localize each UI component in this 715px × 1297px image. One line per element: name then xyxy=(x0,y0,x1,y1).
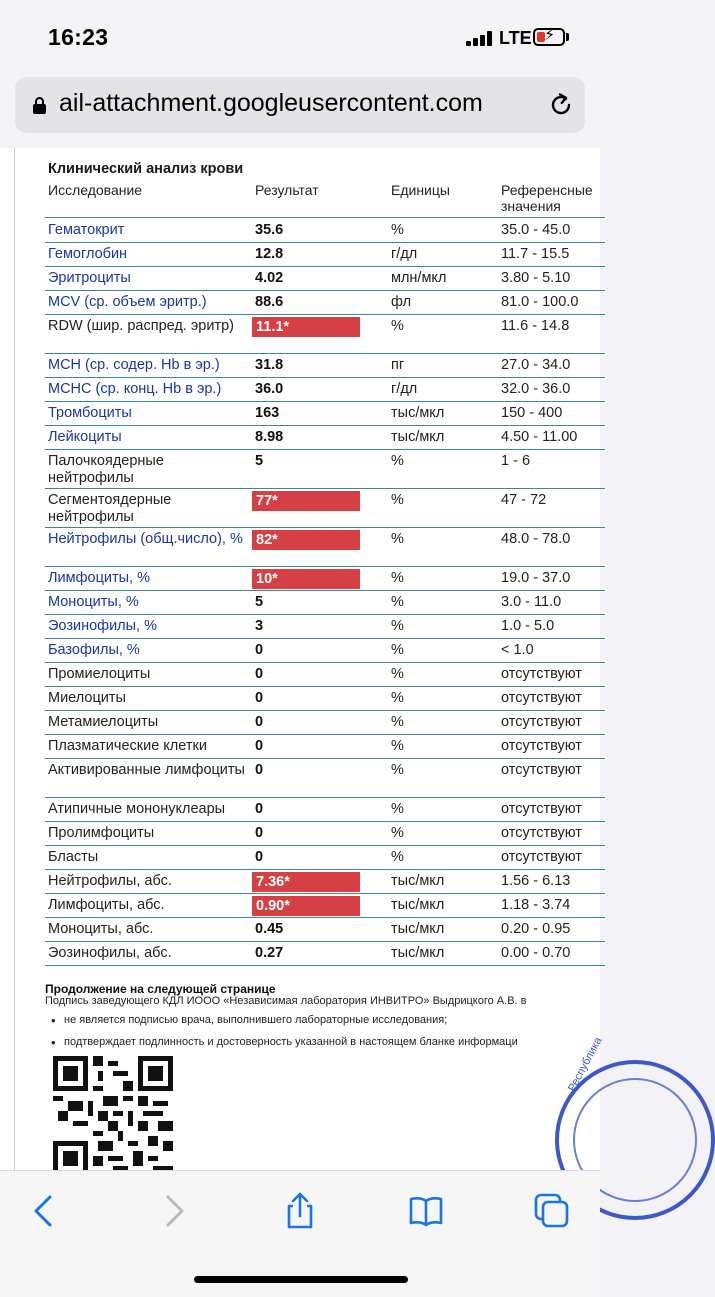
reference-range: отсутствуют xyxy=(501,738,582,754)
test-unit: % xyxy=(391,801,404,817)
battery-icon: ⚡ xyxy=(533,28,565,46)
test-unit: % xyxy=(391,492,404,508)
test-unit: % xyxy=(391,642,404,658)
home-indicator[interactable] xyxy=(194,1276,408,1283)
table-row xyxy=(45,426,605,450)
page-edge xyxy=(14,148,15,1170)
test-name[interactable]: MCV (ср. объем эритр.) xyxy=(48,294,207,310)
test-result: 36.0 xyxy=(255,381,284,397)
reference-range: отсутствуют xyxy=(501,666,582,682)
test-name[interactable]: Лимфоциты, % xyxy=(48,570,150,586)
network-type: LTE xyxy=(499,28,532,48)
test-result: 31.8 xyxy=(255,357,284,373)
tabs-icon[interactable] xyxy=(532,1191,572,1231)
reference-range: отсутствуют xyxy=(501,690,582,706)
table-row xyxy=(45,846,605,870)
reference-range: 47 - 72 xyxy=(501,492,547,508)
header-result: Результат xyxy=(255,182,319,198)
abnormal-result: 10* xyxy=(252,569,360,589)
table-row xyxy=(45,219,605,243)
table-row xyxy=(45,378,605,402)
reference-range: 19.0 - 37.0 xyxy=(501,570,571,586)
bullet-item: • не является подписью врача, выполнившего лабораторные исследования; xyxy=(64,1014,447,1026)
test-unit: тыс/мкл xyxy=(391,429,445,445)
reference-range: 81.0 - 100.0 xyxy=(501,294,579,310)
document-page xyxy=(0,148,605,1170)
reference-range: 32.0 - 36.0 xyxy=(501,381,571,397)
reference-range: 3.80 - 5.10 xyxy=(501,270,571,286)
test-unit: тыс/мкл xyxy=(391,897,445,913)
reference-range: отсутствуют xyxy=(501,825,582,841)
table-row xyxy=(45,918,605,942)
table-row xyxy=(45,822,605,846)
forward-icon[interactable] xyxy=(154,1191,194,1231)
back-icon[interactable] xyxy=(24,1191,64,1231)
table-row xyxy=(45,315,605,354)
test-name: Нейтрофилы, абс. xyxy=(48,873,172,889)
test-result: 88.6 xyxy=(255,294,284,310)
test-name: Моноциты, абс. xyxy=(48,921,154,937)
test-result: 0 xyxy=(255,642,264,658)
table-row xyxy=(45,615,605,639)
test-unit: % xyxy=(391,849,404,865)
test-unit: тыс/мкл xyxy=(391,945,445,961)
reference-range: отсутствуют xyxy=(501,849,582,865)
reference-range: 1.18 - 3.74 xyxy=(501,897,571,913)
test-unit: % xyxy=(391,594,404,610)
abnormal-result: 0.90* xyxy=(252,896,360,916)
test-unit: % xyxy=(391,222,404,238)
test-result: 35.6 xyxy=(255,222,284,238)
continuation-note: Продолжение на следующей странице xyxy=(45,982,276,996)
test-result: 0 xyxy=(255,801,264,817)
lock-icon xyxy=(33,97,46,114)
test-name[interactable]: Гемоглобин xyxy=(48,246,128,262)
test-unit: тыс/мкл xyxy=(391,405,445,421)
header-units: Единицы xyxy=(391,182,450,198)
test-result: 0 xyxy=(255,762,264,778)
test-unit: % xyxy=(391,690,404,706)
reference-range: 0.00 - 0.70 xyxy=(501,945,571,961)
test-result: 0 xyxy=(255,738,264,754)
test-result: 12.8 xyxy=(255,246,284,262)
test-unit: % xyxy=(391,666,404,682)
test-name: Активированные лимфоциты xyxy=(48,762,245,778)
test-name[interactable]: Эозинофилы, % xyxy=(48,618,158,634)
test-unit: г/дл xyxy=(391,246,418,262)
reference-range: 27.0 - 34.0 xyxy=(501,357,571,373)
test-unit: % xyxy=(391,762,404,778)
test-name[interactable]: Тромбоциты xyxy=(48,405,132,421)
address-bar[interactable] xyxy=(15,77,585,133)
reference-range: < 1.0 xyxy=(501,642,534,658)
header-reference: Референсные значения xyxy=(501,182,593,214)
table-row xyxy=(45,489,605,528)
status-time: 16:23 xyxy=(48,24,109,50)
bookmarks-icon[interactable] xyxy=(406,1191,446,1231)
signal-icon xyxy=(466,30,496,46)
table-row xyxy=(45,591,605,615)
test-name[interactable]: Моноциты, % xyxy=(48,594,139,610)
test-result: 5 xyxy=(255,453,264,469)
reference-range: 150 - 400 xyxy=(501,405,563,421)
reference-range: отсутствуют xyxy=(501,762,582,778)
test-unit: пг xyxy=(391,357,405,373)
test-name: Бласты xyxy=(48,849,99,865)
test-name: Эозинофилы, абс. xyxy=(48,945,172,961)
battery-tip xyxy=(566,33,569,41)
table-row xyxy=(45,354,605,378)
test-name[interactable]: Лейкоциты xyxy=(48,429,122,445)
test-result: 0 xyxy=(255,714,264,730)
test-name[interactable]: Нейтрофилы (общ.число), % xyxy=(48,531,243,547)
url-text[interactable]: ail-attachment.googleusercontent.com xyxy=(59,89,483,117)
table-row xyxy=(45,402,605,426)
test-unit: млн/мкл xyxy=(391,270,447,286)
test-name: Атипичные мононуклеары xyxy=(48,801,226,817)
table-row xyxy=(45,735,605,759)
test-name: Сегментоядерные нейтрофилы xyxy=(48,492,172,525)
header-rule xyxy=(45,217,605,218)
document-title: Клинический анализ крови xyxy=(48,161,244,177)
table-row xyxy=(45,759,605,798)
test-name[interactable]: MCH (ср. содер. Hb в эр.) xyxy=(48,357,220,373)
test-unit: % xyxy=(391,714,404,730)
test-name: Плазматические клетки xyxy=(48,738,207,754)
reference-range: 1.56 - 6.13 xyxy=(501,873,571,889)
abnormal-result: 11.1* xyxy=(252,317,360,337)
table-row xyxy=(45,450,605,489)
test-unit: % xyxy=(391,825,404,841)
table-row xyxy=(45,528,605,567)
abnormal-result: 7.36* xyxy=(252,872,360,892)
reference-range: 11.7 - 15.5 xyxy=(501,246,570,262)
test-name: Лимфоциты, абс. xyxy=(48,897,165,913)
reference-range: 1 - 6 xyxy=(501,453,531,469)
table-row xyxy=(45,663,605,687)
reference-range: 11.6 - 14.8 xyxy=(501,318,570,334)
test-result: 0.27 xyxy=(255,945,284,961)
table-row xyxy=(45,870,605,894)
test-name: Метамиелоциты xyxy=(48,714,159,730)
test-name: Пролимфоциты xyxy=(48,825,155,841)
bullet-item: • подтверждает подлинность и достоверность указанной в настоящем бланке информаци xyxy=(64,1036,518,1048)
table-row xyxy=(45,639,605,663)
reference-range: 35.0 - 45.0 xyxy=(501,222,571,238)
test-result: 0 xyxy=(255,849,264,865)
test-unit: % xyxy=(391,531,404,547)
status-bar xyxy=(0,0,600,70)
test-name: Миелоциты xyxy=(48,690,126,706)
test-result: 0 xyxy=(255,690,264,706)
test-unit: % xyxy=(391,453,404,469)
test-result: 5 xyxy=(255,594,264,610)
reference-range: 1.0 - 5.0 xyxy=(501,618,555,634)
test-name: RDW (шир. распред. эритр) xyxy=(48,318,234,334)
test-name: Промиелоциты xyxy=(48,666,151,682)
table-row xyxy=(45,894,605,918)
test-unit: тыс/мкл xyxy=(391,921,445,937)
test-unit: % xyxy=(391,570,404,586)
abnormal-result: 77* xyxy=(252,491,360,511)
test-unit: фл xyxy=(391,294,412,310)
reference-range: 4.50 - 11.00 xyxy=(501,429,578,445)
reference-range: отсутствуют xyxy=(501,801,582,817)
table-row xyxy=(45,567,605,591)
table-row xyxy=(45,267,605,291)
test-name[interactable]: Базофилы, % xyxy=(48,642,140,658)
table-row xyxy=(45,798,605,822)
test-unit: % xyxy=(391,738,404,754)
reference-range: отсутствуют xyxy=(501,714,582,730)
test-unit: % xyxy=(391,618,404,634)
reload-icon[interactable] xyxy=(547,91,575,119)
table-row xyxy=(45,711,605,735)
reference-range: 3.0 - 11.0 xyxy=(501,594,562,610)
test-result: 4.02 xyxy=(255,270,284,286)
test-result: 0 xyxy=(255,666,264,682)
test-result: 0.45 xyxy=(255,921,284,937)
test-result: 8.98 xyxy=(255,429,284,445)
share-icon[interactable] xyxy=(280,1191,320,1231)
test-result: 163 xyxy=(255,405,280,421)
signature-text: Подпись заведующего КДЛ ИООО «Независимая лаборатория ИНВИТРО» Выдрицкого А.В. в xyxy=(45,995,527,1007)
test-name[interactable]: Эритроциты xyxy=(48,270,131,286)
reference-range: 48.0 - 78.0 xyxy=(501,531,571,547)
test-unit: тыс/мкл xyxy=(391,873,445,889)
qr-code xyxy=(53,1056,173,1176)
abnormal-result: 82* xyxy=(252,530,360,550)
table-row xyxy=(45,942,605,966)
table-row xyxy=(45,243,605,267)
seal-text: Республика xyxy=(566,1035,605,1094)
test-unit: г/дл xyxy=(391,381,418,397)
table-row xyxy=(45,291,605,315)
test-result: 3 xyxy=(255,618,264,634)
test-name[interactable]: MCHC (ср. конц. Hb в эр.) xyxy=(48,381,222,397)
header-test: Исследование xyxy=(48,182,143,198)
test-name[interactable]: Гематокрит xyxy=(48,222,125,238)
table-row xyxy=(45,687,605,711)
reference-range: 0.20 - 0.95 xyxy=(501,921,571,937)
test-unit: % xyxy=(391,318,404,334)
test-name: Палочкоядерные нейтрофилы xyxy=(48,453,164,486)
test-result: 0 xyxy=(255,825,264,841)
